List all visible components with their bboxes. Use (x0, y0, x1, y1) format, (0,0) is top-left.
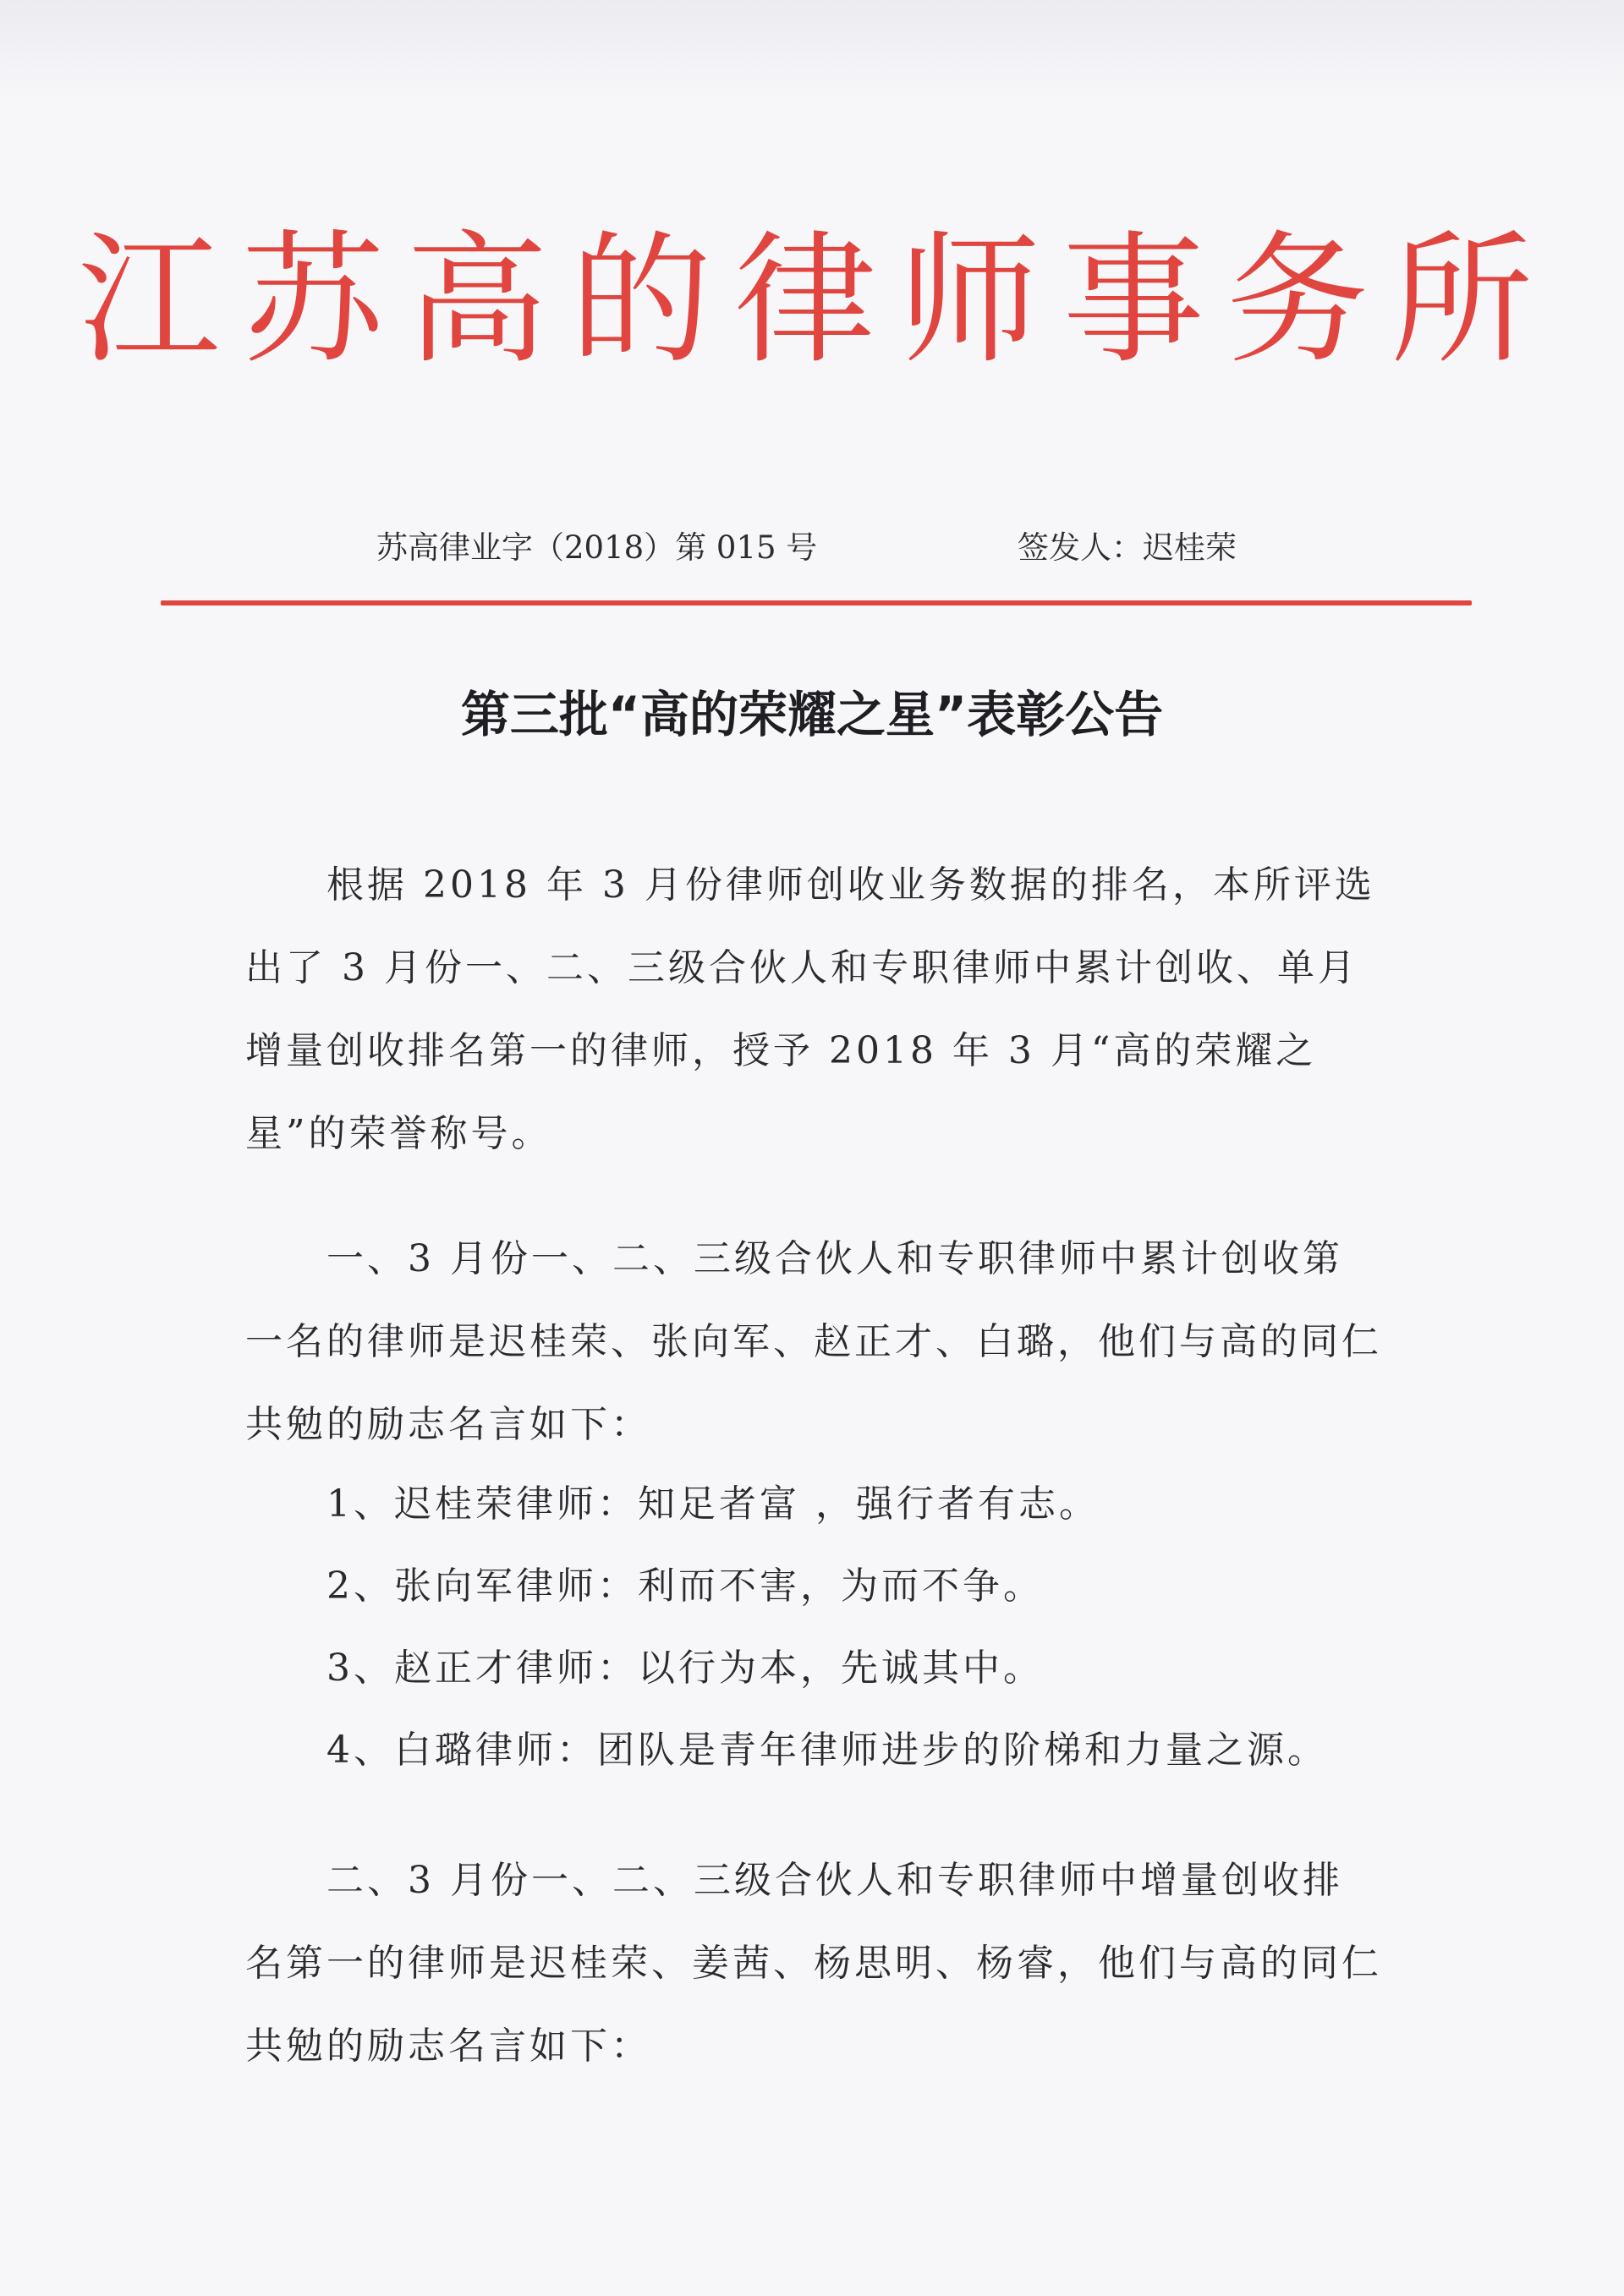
quote-list (245, 1463, 1383, 1791)
list-item: 2、张向军律师：利而不害，为而不争。 (326, 1564, 1044, 1608)
list-item: 4、白璐律师：团队是青年律师进步的阶梯和力量之源。 (326, 1729, 1328, 1772)
document-meta-row (0, 523, 1624, 573)
intro-paragraph: 根据 2018 年 3 月份律师创收业务数据的排名，本所评选出了 3 月份一、二、三级合伙人和专职律师中累计创收、单月增量创收排名第一的律师，授予 2018 年 3 月“高的荣耀之星”的荣誉称号。 (245, 863, 1375, 1155)
issuer-label: 签发人：迟桂荣 (1018, 529, 1237, 566)
notice-title: 第三批“高的荣耀之星”表彰公告 (460, 686, 1164, 743)
list-item: 3、赵正才律师：以行为本，先诚其中。 (326, 1647, 1044, 1690)
section-one-paragraph: 一、3 月份一、二、三级合伙人和专职律师中累计创收第一名的律师是迟桂荣、张向军、赵正才、白璐，他们与高的同仁共勉的励志名言如下： (245, 1237, 1382, 1446)
document-number: 苏高律业字（2018）第 015 号 (376, 529, 818, 566)
letterhead-firm-name: 江苏高的律师事务所 (78, 217, 1555, 383)
list-item: 1、迟桂荣律师：知足者富 ，强行者有志。 (326, 1482, 1100, 1526)
section-two-paragraph: 二、3 月份一、二、三级合伙人和专职律师中增量创收排名第一的律师是迟桂荣、姜茜、杨思明、杨睿，他们与高的同仁共勉的励志名言如下： (245, 1859, 1382, 2068)
letterhead-divider (161, 600, 1472, 606)
scan-shadow (0, 0, 1624, 101)
